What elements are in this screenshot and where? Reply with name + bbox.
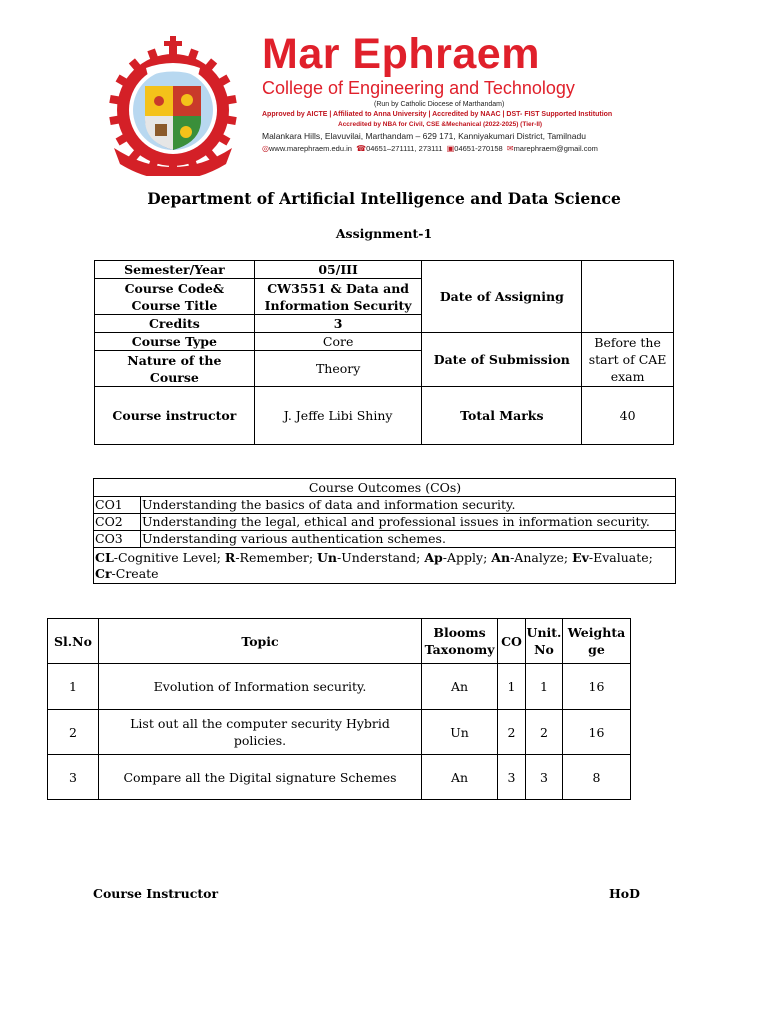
row-weightage: 16	[562, 664, 630, 710]
row-co: 2	[498, 710, 526, 755]
website-text: www.marephraem.edu.in	[268, 144, 352, 153]
approval-line: Approved by AICTE | Affiliated to Anna University | Accredited by NAAC | DST- FIST Supported Institution	[262, 111, 613, 118]
header-co: CO	[498, 619, 526, 664]
co1-text: Understanding the basics of data and information security.	[141, 497, 676, 514]
table-row	[48, 755, 631, 800]
college-name: Mar Ephraem	[262, 30, 540, 78]
phone-text: 04651–271111, 273111	[366, 144, 443, 153]
date-assigning-label: Date of Assigning	[422, 261, 582, 333]
college-brand	[262, 32, 682, 153]
college-subtitle: College of Engineering and Technology	[262, 78, 575, 98]
instructor-label: Course instructor	[95, 387, 255, 445]
total-marks-label: Total Marks	[422, 387, 582, 445]
address-line: Malankara Hills, Elavuvilai, Marthandam – 629 171, Kanniyakumari District, Tamilnadu	[262, 131, 586, 141]
date-submission-value: Before the start of CAE exam	[582, 333, 674, 387]
row-unit: 1	[526, 664, 563, 710]
credits-value: 3	[254, 315, 422, 333]
course-info-table	[94, 260, 674, 445]
semester-label: Semester/Year	[95, 261, 255, 279]
fax-icon: ▣	[446, 144, 455, 153]
row-co: 1	[498, 664, 526, 710]
email-text: marephraem@gmail.com	[513, 144, 598, 153]
date-assigning-value	[582, 261, 674, 333]
mail-icon: ✉	[506, 144, 514, 153]
nature-label: Nature of the Course	[95, 351, 255, 387]
row-weightage: 16	[562, 710, 630, 755]
hod-signature: HoD	[609, 886, 640, 901]
co1-code: CO1	[94, 497, 141, 514]
row-topic: Evolution of Information security.	[98, 664, 421, 710]
table-row	[48, 664, 631, 710]
department-title: Department of Artificial Intelligence and Data Science	[147, 189, 621, 208]
row-blooms: An	[422, 755, 498, 800]
header-topic: Topic	[98, 619, 421, 664]
row-unit: 2	[526, 710, 563, 755]
co2-text: Understanding the legal, ethical and professional issues in information security.	[141, 514, 676, 531]
accreditation-line: Accredited by NBA for Civil, CSE &Mechanical (2022-2025) (Tier-II)	[338, 121, 543, 128]
course-outcomes-table	[93, 478, 676, 584]
table-row	[48, 710, 631, 755]
row-slno: 1	[48, 664, 99, 710]
course-type-label: Course Type	[95, 333, 255, 351]
row-topic: List out all the computer security Hybrid policies.	[98, 710, 421, 755]
letterhead	[68, 28, 708, 168]
co2-code: CO2	[94, 514, 141, 531]
nature-value: Theory	[254, 351, 422, 387]
row-slno: 3	[48, 755, 99, 800]
row-blooms: Un	[422, 710, 498, 755]
phone-icon: ☎	[356, 144, 367, 153]
contact-line	[262, 144, 682, 153]
row-topic: Compare all the Digital signature Schemes	[98, 755, 421, 800]
college-seal-logo	[100, 36, 246, 176]
header-weightage: Weighta ge	[562, 619, 630, 664]
course-type-value: Core	[254, 333, 422, 351]
row-co: 3	[498, 755, 526, 800]
globe-icon: ◎	[262, 144, 269, 153]
row-slno: 2	[48, 710, 99, 755]
row-blooms: An	[422, 664, 498, 710]
co3-text: Understanding various authentication schemes.	[141, 531, 676, 548]
topics-table	[47, 618, 631, 800]
credits-label: Credits	[95, 315, 255, 333]
course-instructor-signature: Course Instructor	[93, 886, 219, 901]
assignment-title: Assignment-1	[335, 226, 433, 241]
semester-value: 05/III	[254, 261, 422, 279]
date-submission-label: Date of Submission	[422, 333, 582, 387]
total-marks-value: 40	[582, 387, 674, 445]
header-unit: Unit. No	[526, 619, 563, 664]
row-unit: 3	[526, 755, 563, 800]
row-weightage: 8	[562, 755, 630, 800]
fax-text: 04651-270158	[454, 144, 503, 153]
co3-code: CO3	[94, 531, 141, 548]
cognitive-legend: CL-Cognitive Level; R-Remember; Un-Understand; Ap-Apply; An-Analyze; Ev-Evaluate; Cr-Create	[94, 548, 676, 584]
course-code-value: CW3551 & Data and Information Security	[254, 279, 422, 315]
header-blooms: Blooms Taxonomy	[422, 619, 498, 664]
outcomes-header: Course Outcomes (COs)	[94, 479, 676, 497]
course-code-label: Course Code& Course Title	[95, 279, 255, 315]
diocese-line: (Run by Catholic Diocese of Marthandam)	[374, 101, 505, 108]
header-slno: Sl.No	[48, 619, 99, 664]
instructor-value: J. Jeffe Libi Shiny	[254, 387, 422, 445]
